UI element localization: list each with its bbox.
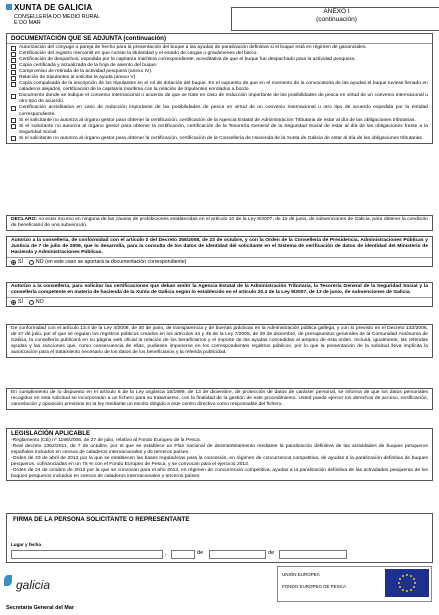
- identity-no-radio[interactable]: [29, 260, 34, 265]
- document-item: [7, 93, 432, 105]
- document-checkbox[interactable]: [11, 70, 16, 75]
- certificates-no-label: NO: [35, 299, 44, 306]
- declaration-text: no estar incurso en ninguna de las causas de prohibiciones establecidas en el artículo 10 de la Ley 9/2007, de 13 de junio, de subvenciones de Galicia, para obtener la condición de beneficiario de una subvención.: [11, 217, 428, 229]
- annex-title: [232, 8, 439, 24]
- signature-section: [6, 513, 433, 563]
- galicia-logo-icon: [4, 575, 12, 586]
- document-checkbox[interactable]: [11, 106, 16, 111]
- document-item: [7, 81, 432, 93]
- department-name: CONSELLERÍA DO MEDIO RURAL E DO MAR: [14, 14, 100, 26]
- identity-yes-label: SÍ: [18, 259, 23, 266]
- document-checkbox[interactable]: [11, 76, 16, 81]
- certificates-yes-label: SÍ: [18, 299, 23, 306]
- legislation-item: -Orden de 24 de octubre de 2013 por la que se convocan para el año 2013, en régimen de concurrencia competitiva, ayudas a la paralización definitiva de las actividades pesqueras de los buques pesqueros incluidos en censos de caladeros internacionales y terceros países.: [11, 468, 428, 480]
- documentation-section: [6, 33, 433, 144]
- secretaria-label: Secretaría General del Mar: [6, 605, 75, 611]
- document-item-text: Certificación del registro mercantil en que conste la titularidad y el estado de cargas o gravámenes del barco.: [19, 51, 258, 57]
- document-item-text: Certificación acreditativa en caso de reducción importante de las posibilidades de pesca en virtud de un convenio internacional u otro tipo de acuerdo expedida por la entidad correspondiente.: [19, 105, 428, 117]
- annex-subtitle-text: (continuación): [316, 16, 357, 23]
- document-item-text: Copia certificada y actualizada de la hoja de asiento del buque.: [19, 63, 158, 69]
- document-checkbox[interactable]: [11, 136, 16, 141]
- page-header: [6, 4, 434, 30]
- document-checkbox[interactable]: [11, 82, 16, 87]
- document-checkbox[interactable]: [11, 52, 16, 57]
- document-item-text: Si el solicitante no autoriza al órgano gestor para obtener la certificación, certificación de la Tesorería General de la Seguridad Social de estar al día de las obligaciones frente a la Seguridad Social.: [19, 123, 428, 135]
- document-checkbox[interactable]: [11, 64, 16, 69]
- data-protection-section: [6, 388, 433, 410]
- document-checkbox[interactable]: [11, 94, 16, 99]
- eu-fund-box: [277, 566, 432, 602]
- legislation-list: [7, 438, 432, 480]
- transparency-section: [6, 324, 433, 358]
- declaration-section: [6, 215, 433, 231]
- legislation-section: [6, 428, 433, 481]
- transparency-text: De conformidad con el artículo 13.4 de la Ley 4/2006, de 30 de junio, de transparencia y de buenas prácticas en la Administración pública gallega, y con lo previsto en el Decreto 132/2006, de 27 de julio, por el que se regulan los registros públicos creados en los artículos 44 y 45 de la Ley 7/2005, de 29 de diciembre, de presupuestos generales de la Comunidad Autónoma de Galicia, la consellería publicará en su página web oficial la relación de los beneficiarios y el importe de las ayudas concedidas al amparo de esta orden. Incluirá, igualmente, las referidas ayudas y las sanciones que, como consecuencia de ellas, pudiesen imponerse en los correspondientes registros públicos, por lo que la presentación de la solicitud lleva implícita la autorización para el tratamiento necesario de los datos de los beneficiarios y la referida publicidad.: [11, 326, 428, 356]
- month-field[interactable]: [209, 550, 266, 559]
- eu-flag-icon: [385, 569, 429, 597]
- eu-fund-label: FONDO EUROPEO DE PESCA: [282, 584, 347, 589]
- de-label-1: de: [197, 550, 204, 556]
- eu-stars-icon: [385, 569, 429, 597]
- place-field[interactable]: [11, 550, 163, 559]
- document-item-text: Copia compulsada de la inscripción de los tripulantes en el rol de dotación del buque. En el supuesto de que en el momento de la convocatoria de las ayudas el buque tuviese llenado en caladeros alejados, certificación de la capitanía marítima con la relación de tripulantes enrolados a bordo.: [19, 81, 428, 93]
- document-item-text: Autorización del cónyuge o pareja de hecho para la presentación del buque a las ayudas de paralización definitiva si el buque está en régimen de gananciales.: [19, 45, 367, 50]
- de-label-2: de: [268, 550, 275, 556]
- document-item-text: Si el solicitante no autoriza al órgano gestor para obtener la certificación, certificación de la Agencia Estatal de Administración Tributaria de estar al día de las obligaciones tributarias.: [19, 117, 416, 123]
- certificates-authorization-section: [6, 282, 433, 307]
- eu-label: UNIÓN EUROPEA: [282, 572, 320, 577]
- xunta-logo-icon: [6, 4, 12, 10]
- identity-yes-radio[interactable]: [11, 260, 16, 265]
- annex-box: [231, 7, 439, 31]
- certificates-yes-radio[interactable]: [11, 300, 16, 305]
- data-protection-text: En cumplimiento de lo dispuesto en el artículo 5 de la Ley orgánica 15/1999, de 13 de diciembre, de protección de datos de carácter personal, se informa de que los datos personales recogidos en esta solicitud se incorporarán a un fichero para su tratamiento, con la finalidad de la gestión de este procedimiento. Usted puede ejercer los derechos de acceso, rectificación, cancelación y oposición previstos en la ley mediante un escrito dirigido a este centro directivo como responsable del fichero.: [11, 390, 428, 408]
- legislation-item: -Reglamento (CE) nº 1198/2006, de 27 de julio, relativo al Fondo Europeo de la Pesca.: [11, 438, 202, 443]
- document-item-text: Relación de tripulantes al solicitar la ayuda (anexo V).: [19, 75, 137, 81]
- annex-title-text: ANEXO I: [323, 8, 350, 15]
- document-item-text: Si el solicitante no autoriza al órgano gestor para obtener la certificación, certificación de la Consellería de Hacienda de la Xunta de Galicia de estar al día de las obligaciones tributarias.: [19, 135, 424, 141]
- brand-name: XUNTA DE GALICIA: [14, 3, 93, 12]
- signature-title: FIRMA DE LA PERSONA SOLICITANTE O REPRESENTANTE: [13, 516, 190, 523]
- document-item: [7, 124, 432, 136]
- identity-authorization-text: Autorizo a la consellería, de conformidad con el artículo 2 del Decreto 255/2008, de 23 de octubre, y con la Orden de la Consellería de Presidencia, Administraciones Públicas y Justicia de 7 de julio de 2009, que lo desarrolla, para la consulta de los datos de identidad del solicitante en el Sistema de verificación de datos de identidad del Ministerio de Hacienda y Administraciones Públicas.: [11, 238, 428, 256]
- galicia-wordmark: galicia: [16, 578, 51, 592]
- identity-authorization-section: [6, 236, 433, 267]
- certificates-authorization-text: Autorizo a la consellería, para solicitar las certificaciones que deban emitir la Agencia Estatal de la Administración Tributaria, la Tesorería General de la Seguridad Social y la consellería competente en materia de hacienda de la Xunta de Galicia según lo establecido en el artículo 20.3 de la Ley 9/2007, de 13 de junio, de subvenciones de Galicia.: [11, 284, 428, 296]
- legislation-title: LEGISLACIÓN APLICABLE: [11, 430, 91, 437]
- identity-no-label: NO (en este caso se aportará la documentación correspondiente): [35, 259, 187, 266]
- documentation-list: [7, 44, 432, 143]
- legislation-item: -Real decreto 1362/2011, de 7 de octubre, por el que se establece un Plan nacional de desmantelamiento mediante la paralización definitiva de las actividades de buques pesqueros españoles incluidos en censos de caladeros internacionales y de terceros países.: [11, 444, 428, 456]
- document-item: [7, 105, 432, 117]
- year-field[interactable]: [279, 550, 347, 559]
- document-item-text: Certificación de despachos, expedida por la capitanía marítima correspondiente, acreditativa de que el buque fue despachado para la actividad pesquera.: [19, 57, 356, 63]
- document-checkbox[interactable]: [11, 118, 16, 123]
- document-checkbox[interactable]: [11, 124, 16, 129]
- document-item: [7, 136, 432, 142]
- certificates-no-radio[interactable]: [29, 300, 34, 305]
- document-checkbox[interactable]: [11, 58, 16, 63]
- document-checkbox[interactable]: [11, 46, 16, 51]
- document-item-text: Compromiso de retirada de la actividad pesquera (anexo IV).: [19, 69, 153, 75]
- certificates-authorization-options: [7, 297, 432, 306]
- documentation-title: DOCUMENTACIÓN QUE SE ADJUNTA (continuación): [7, 34, 432, 44]
- document-item-text: Documento donde se indique el convenio internacional o acuerdo de que se trate en caso de reducción importante de las posibilidades de pesca en virtud de un convenio internacional u otro tipo de acuerdo.: [19, 93, 428, 105]
- identity-authorization-options: [7, 257, 432, 266]
- place-date-label: Lugar y fecha: [11, 542, 41, 547]
- declaration-label: DECLARO:: [11, 217, 38, 222]
- legislation-item: -Orden de 23 de abril de 2013 por la que se establecen las bases reguladoras para la concesión, en régimen de concurrencia competitiva, de ayudas a la paralización definitiva de buques pesqueros, cofinanciadas en un 75 % con el Fondo Europeo de Pesca, y se convocan para el ejercicio 2013.: [11, 456, 428, 468]
- comma-separator: ,: [165, 551, 167, 557]
- day-field[interactable]: [171, 550, 195, 559]
